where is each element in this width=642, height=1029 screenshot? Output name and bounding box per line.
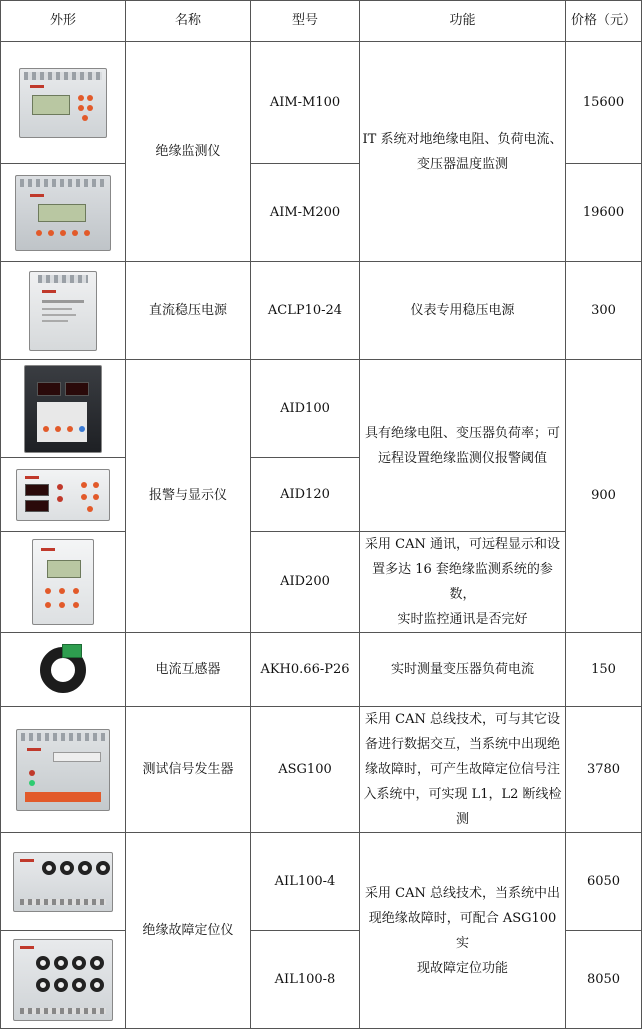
product-photo-aid200 bbox=[1, 532, 126, 633]
model-aid120: AID120 bbox=[251, 458, 360, 532]
model-akh: AKH0.66-P26 bbox=[251, 633, 360, 707]
model-aid200: AID200 bbox=[251, 532, 360, 633]
header-name: 名称 bbox=[126, 1, 251, 42]
header-model: 型号 bbox=[251, 1, 360, 42]
model-asg: ASG100 bbox=[251, 707, 360, 833]
product-photo-akh bbox=[1, 633, 126, 707]
function-asg: 采用 CAN 总线技术，可与其它设 备进行数据交互，当系统中出现绝 缘故障时，可产生故障定位信号注 入系统中，可实现 L1，L2 断线检 测 bbox=[360, 707, 566, 833]
price-aim-m100: 15600 bbox=[566, 42, 642, 164]
function-akh: 实时测量变压器负荷电流 bbox=[360, 633, 566, 707]
product-photo-aid120 bbox=[1, 458, 126, 532]
header-appearance: 外形 bbox=[1, 1, 126, 42]
header-price: 价格（元） bbox=[566, 1, 642, 42]
price-akh: 150 bbox=[566, 633, 642, 707]
header-function: 功能 bbox=[360, 1, 566, 42]
function-aim: IT 系统对地绝缘电阻、负荷电流、 变压器温度监测 bbox=[360, 42, 566, 262]
model-aim-m100: AIM-M100 bbox=[251, 42, 360, 164]
price-aclp: 300 bbox=[566, 262, 642, 360]
header-row bbox=[1, 1, 642, 42]
price-aid: 900 bbox=[566, 360, 642, 633]
table-row bbox=[1, 262, 642, 360]
product-photo-ail100-8 bbox=[1, 931, 126, 1029]
price-ail100-8: 8050 bbox=[566, 931, 642, 1029]
product-name-aim: 绝缘监测仪 bbox=[126, 42, 251, 262]
product-name-asg: 测试信号发生器 bbox=[126, 707, 251, 833]
product-photo-aclp bbox=[1, 262, 126, 360]
table-row bbox=[1, 360, 642, 458]
model-ail100-8: AIL100-8 bbox=[251, 931, 360, 1029]
model-aid100: AID100 bbox=[251, 360, 360, 458]
product-name-ail: 绝缘故障定位仪 bbox=[126, 833, 251, 1029]
table-row bbox=[1, 42, 642, 164]
function-aclp: 仪表专用稳压电源 bbox=[360, 262, 566, 360]
model-ail100-4: AIL100-4 bbox=[251, 833, 360, 931]
model-aim-m200: AIM-M200 bbox=[251, 164, 360, 262]
model-aclp: ACLP10-24 bbox=[251, 262, 360, 360]
table-row bbox=[1, 833, 642, 931]
product-photo-asg bbox=[1, 707, 126, 833]
product-photo-ail100-4 bbox=[1, 833, 126, 931]
product-photo-aid100 bbox=[1, 360, 126, 458]
table-row bbox=[1, 633, 642, 707]
function-aid: 具有绝缘电阻、变压器负荷率；可 远程设置绝缘监测仪报警阈值 bbox=[360, 360, 566, 532]
table-row bbox=[1, 532, 642, 633]
product-name-akh: 电流互感器 bbox=[126, 633, 251, 707]
function-aid200: 采用 CAN 通讯，可远程显示和设 置多达 16 套绝缘监测系统的参数， 实时监控通讯是否完好 bbox=[360, 532, 566, 633]
product-photo-aim-m100 bbox=[1, 42, 126, 164]
product-name-aclp: 直流稳压电源 bbox=[126, 262, 251, 360]
product-photo-aim-m200 bbox=[1, 164, 126, 262]
table-row bbox=[1, 707, 642, 833]
price-ail100-4: 6050 bbox=[566, 833, 642, 931]
price-aim-m200: 19600 bbox=[566, 164, 642, 262]
current-transformer-icon bbox=[40, 647, 86, 693]
price-asg: 3780 bbox=[566, 707, 642, 833]
product-name-aid: 报警与显示仪 bbox=[126, 360, 251, 633]
function-ail: 采用 CAN 总线技术，当系统中出 现绝缘故障时，可配合 ASG100 实 现故障定位功能 bbox=[360, 833, 566, 1029]
